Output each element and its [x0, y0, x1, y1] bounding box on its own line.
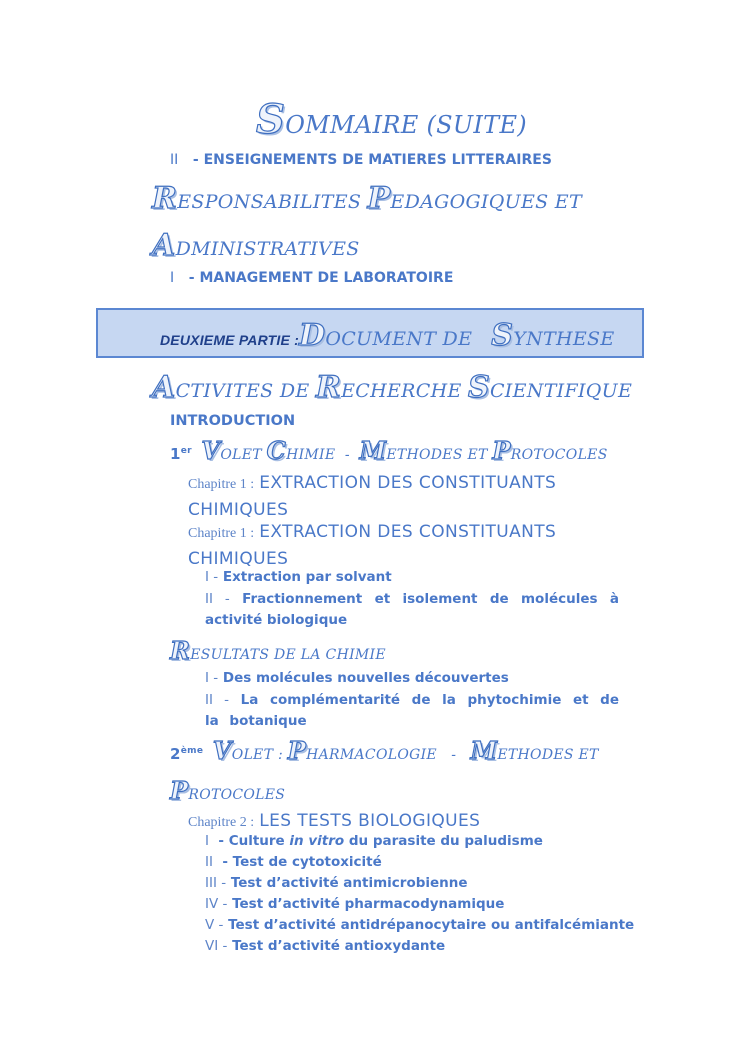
list-item	[205, 917, 634, 933]
volet-number: 1er	[170, 445, 192, 463]
item-text: Test d’activité antioxydante	[232, 938, 446, 954]
part-word: YNTHESE	[513, 328, 615, 350]
volet-initial: V	[201, 436, 221, 465]
part-label: DEUXIEME PARTIE :	[160, 332, 300, 348]
item-number: V -	[205, 917, 224, 933]
heading-word: ECHERCHE	[341, 380, 462, 402]
item-number: IV -	[205, 896, 228, 912]
item-text: Test d’activité antidrépanocytaire ou antifalcémiante	[228, 917, 635, 933]
chapter-1b	[188, 519, 618, 572]
volet-initial: V	[212, 736, 232, 765]
volet-word: ETHODES ET	[386, 447, 488, 463]
chapter-label: Chapitre 1 :	[188, 477, 255, 492]
list-item	[205, 896, 504, 912]
part-banner-content	[160, 318, 615, 353]
heading-initial: S	[467, 370, 490, 405]
item-number: VI -	[205, 938, 228, 954]
heading-initial: A	[152, 228, 176, 263]
item-text: La complémentarité de la phytochimie et de la botanique	[205, 692, 620, 729]
item-number: II	[205, 854, 213, 870]
item-text: Fractionnement et isolement de molécules à activité biologique	[205, 591, 619, 628]
page-title	[256, 96, 527, 143]
volet-2-heading-line2	[170, 776, 285, 805]
section-enseignements	[170, 152, 552, 168]
volet-separator: -	[344, 447, 350, 463]
volet-word: ROTOCOLES	[510, 447, 608, 463]
item-text: Test d’activité pharmacodynamique	[232, 896, 505, 912]
item-text: Des molécules nouvelles découvertes	[222, 670, 509, 686]
list-item	[205, 569, 392, 585]
volet-word: HARMACOLOGIE	[306, 747, 437, 763]
volet-initial: M	[470, 736, 498, 765]
list-item	[205, 833, 543, 849]
section-management	[170, 270, 453, 286]
item-number: II -	[205, 591, 230, 607]
volet-number: 2ème	[170, 745, 204, 763]
item-text: - Test de cytotoxicité	[222, 854, 382, 870]
heading-initial: R	[170, 636, 191, 665]
section-roman: I	[170, 270, 175, 286]
chapter-1a	[188, 470, 618, 523]
volet-1-heading	[170, 436, 608, 465]
volet-initial: P	[492, 436, 511, 465]
chapter-title: EXTRACTION DES CONSTITUANTS	[259, 473, 557, 493]
heading-word: ESPONSABILITES	[177, 191, 362, 213]
list-item	[205, 854, 382, 870]
heading-initial: R	[152, 181, 178, 216]
title-rest: OMMAIRE (SUITE)	[285, 111, 527, 139]
volet-word: OLET :	[231, 747, 283, 763]
introduction: INTRODUCTION	[170, 413, 296, 429]
heading-initial: A	[152, 370, 176, 405]
volet-initial: P	[170, 776, 189, 805]
chapter-2	[188, 808, 480, 835]
list-item	[205, 670, 509, 686]
item-emphasis: in vitro	[289, 833, 345, 849]
volet-2-heading	[170, 736, 599, 765]
chapter-label: Chapitre 1 :	[188, 526, 255, 541]
volet-separator: -	[451, 747, 457, 763]
heading-word: DMINISTRATIVES	[175, 238, 360, 260]
item-text: Extraction par solvant	[222, 569, 392, 585]
heading-administratives	[152, 228, 360, 263]
list-item	[205, 690, 619, 732]
part-initial: D	[299, 318, 326, 353]
section-roman: II	[170, 152, 179, 168]
item-text: Test d’activité antimicrobienne	[230, 875, 468, 891]
heading-initial: P	[367, 181, 391, 216]
heading-word: ESULTATS DE LA CHIMIE	[190, 647, 386, 663]
heading-word: EDAGOGIQUES ET	[390, 191, 582, 213]
section-label: - MANAGEMENT DE LABORATOIRE	[188, 270, 454, 286]
heading-responsabilites	[152, 181, 582, 216]
chapter-title-line2: CHIMIQUES	[188, 549, 289, 569]
volet-word: ETHODES ET	[497, 747, 599, 763]
heading-resultats	[170, 636, 386, 665]
list-item	[205, 875, 468, 891]
item-number: I -	[205, 670, 219, 686]
item-number: II -	[205, 692, 230, 708]
heading-word: CTIVITES DE	[175, 380, 310, 402]
volet-initial: C	[266, 436, 287, 465]
volet-initial: P	[287, 736, 307, 765]
list-item	[205, 589, 619, 631]
section-label: - ENSEIGNEMENTS DE MATIERES LITTERAIRES	[192, 152, 552, 168]
heading-initial: R	[315, 370, 342, 405]
heading-activites	[152, 370, 632, 405]
part-word: OCUMENT DE	[325, 328, 473, 350]
chapter-title-line2: CHIMIQUES	[188, 500, 289, 520]
volet-word: ROTOCOLES	[188, 787, 286, 803]
volet-word: HIMIE	[286, 447, 336, 463]
item-number: III -	[205, 875, 227, 891]
chapter-label: Chapitre 2 :	[188, 815, 255, 830]
item-number: I	[205, 833, 209, 849]
chapter-title: EXTRACTION DES CONSTITUANTS	[259, 522, 557, 542]
part-initial: S	[491, 318, 514, 353]
title-initial: S	[256, 96, 286, 143]
volet-word: OLET	[220, 447, 262, 463]
chapter-title: LES TESTS BIOLOGIQUES	[259, 811, 481, 831]
item-number: I -	[205, 569, 219, 585]
item-text: du parasite du paludisme	[344, 833, 543, 849]
volet-initial: M	[359, 436, 387, 465]
heading-word: CIENTIFIQUE	[489, 380, 633, 402]
list-item	[205, 938, 445, 954]
item-text: - Culture	[218, 833, 290, 849]
